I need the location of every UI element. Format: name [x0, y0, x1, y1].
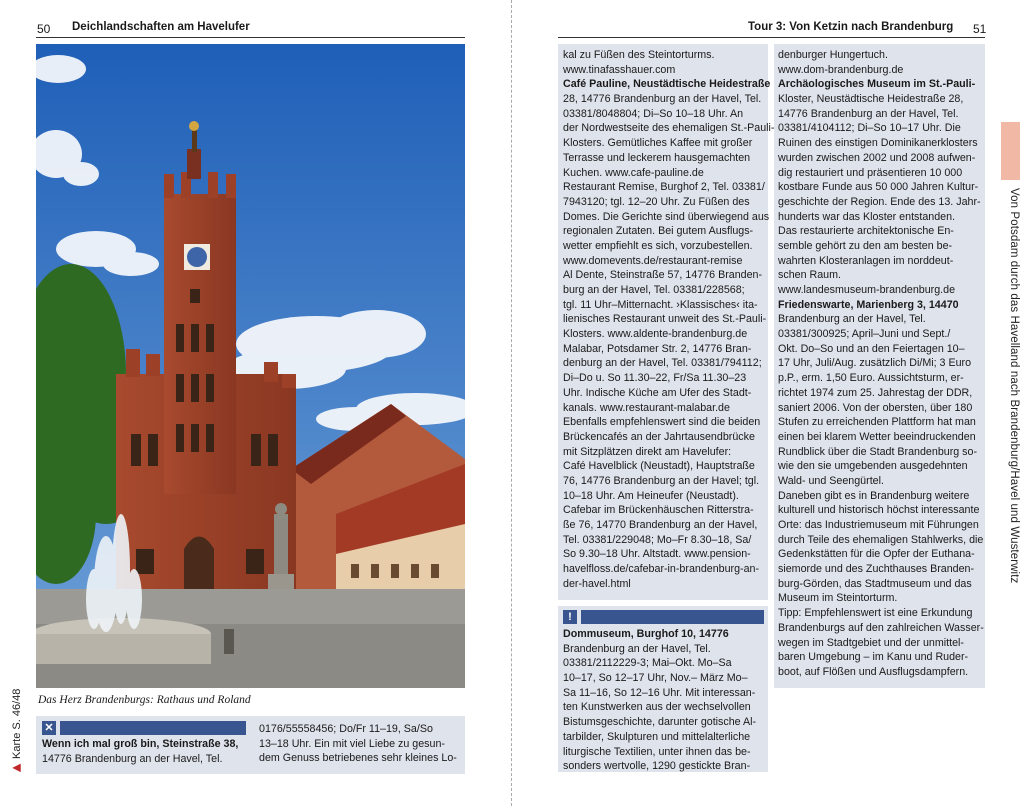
text-line: denburg an der Havel, Tel. 03381/794112; [563, 357, 762, 370]
text-line: mit Sitzplätzen direkt am Havelufer: [563, 445, 732, 458]
text-line: durch Teile des ehemaligen Stahlwerks, die [778, 533, 984, 546]
text-line: Rundblick über die Stadt Brandenburg so- [778, 445, 978, 458]
text-line: havelfloss.de/cafebar-in-brandenburg-an- [563, 563, 760, 576]
right-running-header: Tour 3: Von Ketzin nach Brandenburg [748, 21, 954, 33]
text-line: siemorde und des Zuchthauses Branden- [778, 563, 975, 576]
text-line: www.domevents.de/restaurant-remise [563, 254, 743, 267]
text-line: Uhr. Indische Küche am Ufer des Stadt- [563, 386, 752, 399]
text-line: Ruinen des einstigen Dominikanerklosters [778, 137, 978, 150]
text-line: 0176/55558456; Do/Fr 11–19, Sa/So [259, 723, 433, 735]
right-col1-bottom [563, 627, 756, 774]
photo-rathaus-roland [36, 44, 465, 688]
text-line: dig restauriert und präsentieren 10 000 [778, 166, 963, 179]
text-line: ße 76, 14770 Brandenburg an der Havel, [563, 519, 758, 531]
text-line: 7943120; tgl. 12–20 Uhr. Zu Füßen des [563, 195, 750, 208]
text-line: wegen im Stadtgebiet und der unmittel- [778, 636, 964, 649]
text-line: 03381/300925; April–Juni und Sept./ [778, 328, 951, 341]
text-line: Friedenswarte, Marienberg 3, 14470 [778, 298, 959, 311]
text-line: Domes. Die Gerichte sind überwiegend aus [563, 210, 770, 223]
text-line: semble gehört zu den am besten be- [778, 239, 953, 252]
text-line: wetter empfiehlt es sich, vorzubestellen. [563, 239, 753, 252]
map-reference-text: Karte S. 46/48 [11, 688, 23, 759]
text-line: lienisches Restaurant unweit des St.-Pauli- [563, 313, 767, 326]
text-line: Ebenfalls empfehlenswert sind die beiden [563, 416, 761, 429]
text-line: Archäologisches Museum im St.-Pauli- [778, 78, 976, 91]
text-line: kal zu Füßen des Steintorturms. [563, 49, 715, 61]
text-line: schen Raum. [778, 269, 841, 282]
text-line: Daneben gibt es in Brandenburg weitere [778, 489, 970, 502]
photo-illustration [36, 44, 465, 688]
text-line: tgl. 11 Uhr–Mitternacht. ›Klassisches‹ ita- [563, 298, 758, 311]
exclamation-icon: ! [563, 610, 577, 624]
text-line: wie den sie umgebenden ausgedehnten [778, 460, 968, 473]
text-line: www.tinafasshauer.com [563, 63, 676, 76]
left-page-number: 50 [37, 22, 51, 36]
text-line: Kloster, Neustädtische Heidestraße 28, [778, 93, 964, 106]
text-line: kulturell und historisch höchst interessante [778, 504, 980, 517]
text-line: Bistumsgeschichte, darunter gotische Al- [563, 716, 757, 729]
text-line: regionalen Zutaten. Bei gutem Ausflugs- [563, 225, 754, 238]
text-line: 14776 Brandenburg an der Havel, Tel. [778, 107, 959, 120]
text-line: dem Genuss betriebenes sehr kleines Lo- [259, 752, 457, 765]
text-line: der Nordwestseite des ehemaligen St.-Pauli- [563, 122, 775, 135]
text-line: Gedenkstätten für die Opfer der Euthana- [778, 548, 975, 561]
text-line: liturgische Textilien, unter ihnen das be- [563, 745, 751, 758]
text-line: saniert 2006. Von der obersten, über 180 [778, 401, 973, 414]
text-line: Terrasse und leckerem hausgemachten [563, 151, 751, 164]
text-line: einen bei klarem Wetter beeindruckenden [778, 430, 976, 443]
text-line: Wenn ich mal groß bin, Steinstraße 38, [42, 738, 239, 750]
text-line: 14776 Brandenburg an der Havel, Tel. [42, 752, 223, 765]
text-line: Café Pauline, Neustädtische Heidestraße [563, 78, 771, 91]
text-line: Klosters. Gemütliches Kaffee mit großer [563, 137, 753, 150]
text-line: wurden zwischen 2002 und 2008 aufwen- [778, 151, 976, 164]
right-header-rule [558, 37, 985, 38]
text-line: kanals. www.restaurant-malabar.de [563, 401, 730, 414]
tip-box-header-bar [60, 721, 246, 735]
text-line: www.landesmuseum-brandenburg.de [778, 284, 956, 296]
text-line: sonders wertvolle, 1290 gestickte Bran- [563, 760, 751, 773]
map-arrow-icon: ▶ [11, 762, 23, 775]
crossed-utensils-icon: ✕ [42, 721, 56, 735]
text-line: burg-Görden, das Stadtmuseum und das [778, 577, 972, 590]
photo-caption: Das Herz Brandenburgs: Rathaus und Roland [38, 694, 251, 706]
text-line: 03381/8048804; Di–So 10–18 Uhr. An [563, 107, 744, 120]
page-gutter [511, 0, 512, 806]
text-line: Dommuseum, Burghof 10, 14776 [563, 628, 729, 640]
chapter-tab [1001, 122, 1020, 180]
text-line: Stufen zu erreichenden Plattform hat man [778, 416, 976, 429]
tip-box-left-col2 [259, 722, 457, 766]
text-line: geschichte der Region. Ende des 13. Jahr- [778, 195, 981, 208]
text-line: 28, 14776 Brandenburg an der Havel, Tel. [563, 93, 762, 106]
text-line: Okt. Do–So und an den Feiertagen 10– [778, 342, 965, 355]
text-line: Al Dente, Steinstraße 57, 14776 Branden- [563, 269, 763, 282]
text-line: kostbare Funde aus 50 000 Jahren Kultur- [778, 181, 979, 194]
text-line: burg an der Havel, Tel. 03381/228568; [563, 284, 745, 296]
text-line: www.dom-brandenburg.de [778, 63, 904, 76]
text-line: ten Kunstwerken aus der wechselvollen [563, 701, 751, 714]
tip-box-left-col1 [42, 737, 238, 766]
text-line: der-havel.html [563, 577, 631, 590]
text-line: Restaurant Remise, Burghof 2, Tel. 03381/ [563, 181, 765, 194]
left-running-header: Deichlandschaften am Havelufer [72, 21, 250, 33]
text-line: Das restaurierte architektonische En- [778, 225, 954, 238]
text-line: Kuchen. www.cafe-pauline.de [563, 166, 704, 179]
text-line: 13–18 Uhr. Ein mit viel Liebe zu gesun- [259, 737, 445, 750]
right-col2 [778, 48, 984, 680]
text-line: wahrten Klosteranlagen im norddeut- [778, 254, 954, 267]
text-line: hunderts war das Kloster entstanden. [778, 210, 956, 223]
text-line: Café Havelblick (Neustadt), Hauptstraße [563, 460, 755, 473]
text-line: So 9.30–18 Uhr. Altstadt. www.pension- [563, 548, 751, 561]
text-line: Wald- und Seengürtel. [778, 474, 884, 487]
text-line: Orte: das Industriemuseum mit Führungen [778, 519, 979, 531]
text-line: p.P., erm. 1,50 Euro. Aussichtsturm, er- [778, 372, 964, 385]
text-line: Brückencafés an der Jahrtausendbrücke [563, 430, 755, 443]
map-reference [10, 685, 26, 775]
text-line: denburger Hungertuch. [778, 49, 888, 61]
right-col1-top [563, 48, 774, 591]
right-page-number: 51 [973, 22, 987, 36]
text-line: richtet 1974 zum 25. Jahrestag der DDR, [778, 386, 973, 399]
text-line: Brandenburgs auf den zahlreichen Wasser- [778, 621, 984, 634]
chapter-side-label: Von Potsdam durch das Havelland nach Brandenburg/Havel und Wusterwitz [1008, 188, 1020, 584]
text-line: Tel. 03381/229048; Mo–Fr 8.30–18, Sa/ [563, 533, 752, 546]
text-line: 76, 14776 Brandenburg an der Havel; tgl. [563, 474, 760, 487]
text-line: Cafebar im Brückenhäuschen Ritterstra- [563, 504, 754, 517]
text-line: 03381/2112229-3; Mai–Okt. Mo–Sa [563, 657, 732, 670]
text-line: Museum im Steintorturm. [778, 592, 898, 605]
text-line: tarbilder, Skulpturen und mittelalterliche [563, 730, 751, 743]
text-line: 10–18 Uhr. Am Heineufer (Neustadt). [563, 489, 739, 502]
text-line: 03381/4104112; Di–So 10–17 Uhr. Die [778, 122, 961, 135]
left-header-rule [36, 37, 465, 38]
text-line: Brandenburg an der Havel, Tel. [778, 313, 926, 326]
info-box-header-bar [581, 610, 764, 624]
text-line: Sa 11–16, So 12–16 Uhr. Mit interessan- [563, 686, 756, 699]
text-line: boot, auf Flößen und Ausflugsdampfern. [778, 665, 969, 678]
text-line: 10–17, So 12–17 Uhr, Nov.– März Mo– [563, 672, 748, 685]
text-line: Malabar, Potsdamer Str. 2, 14776 Bran- [563, 342, 752, 355]
text-line: Tipp: Empfehlenswert ist eine Erkundung [778, 607, 973, 620]
text-line: Brandenburg an der Havel, Tel. [563, 642, 711, 655]
text-line: Di–Do u. So 11.30–22, Fr/Sa 11.30–23 [563, 372, 747, 385]
text-line: baren Umgebung – im Kanu und Ruder- [778, 651, 969, 664]
text-line: 17 Uhr, Juli/Aug. zusätzlich Di/Mi; 3 Euro [778, 357, 972, 370]
text-line: Klosters. www.aldente-brandenburg.de [563, 328, 748, 341]
